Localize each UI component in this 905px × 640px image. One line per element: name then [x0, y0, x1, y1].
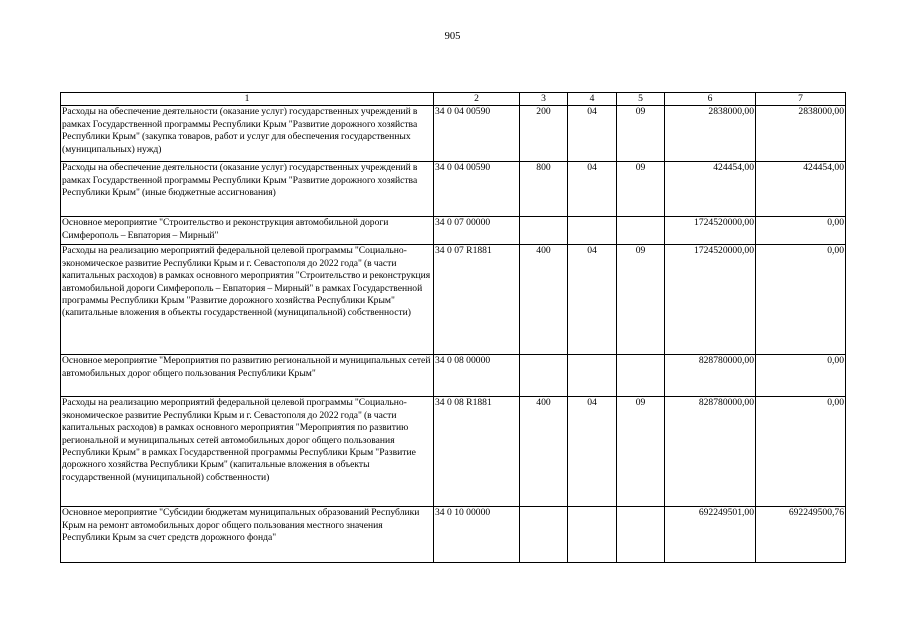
row-pr — [617, 217, 665, 245]
row-sum2: 2838000,00 — [756, 106, 846, 162]
row-rz — [568, 507, 617, 563]
page-number: 905 — [444, 31, 461, 42]
row-vr — [520, 507, 568, 563]
table-row — [61, 397, 846, 507]
row-vr — [520, 217, 568, 245]
row-vr: 800 — [520, 162, 568, 217]
header-cell-code: 2 — [434, 93, 520, 106]
row-description: Расходы на реализацию мероприятий федеральной целевой программы "Социально-экономическое развитие Республики Крым и г. Севастополя до 2022 года" (в части капитальных расходов) в рамках основного мероприятия "Строительство и реконструкция автомобильной дороги Симферополь – Евпатория – Мирный" в рамках Государственной программы Республики Крым "Развитие дорожного хозяйства Республики Крым" (капитальные вложения в объекты государственной (муниципальной) собственности) — [61, 245, 434, 355]
header-cell-sum1: 6 — [665, 93, 756, 106]
row-code: 34 0 04 00590 — [434, 106, 520, 162]
row-sum1: 2838000,00 — [665, 106, 756, 162]
row-pr — [617, 507, 665, 563]
row-rz: 04 — [568, 245, 617, 355]
row-description: Основное мероприятие "Строительство и реконструкция автомобильной дороги Симферополь – Евпатория – Мирный" — [61, 217, 434, 245]
header-cell-vr: 3 — [520, 93, 568, 106]
row-code: 34 0 07 00000 — [434, 217, 520, 245]
row-description: Расходы на обеспечение деятельности (оказание услуг) государственных учреждений в рамках Государственной программы Республики Крым "Развитие дорожного хозяйства Республики Крым" (иные бюджетные ассигнования) — [61, 162, 434, 217]
row-sum1: 424454,00 — [665, 162, 756, 217]
row-sum2: 0,00 — [756, 355, 846, 397]
row-vr: 400 — [520, 397, 568, 507]
header-cell-rz: 4 — [568, 93, 617, 106]
header-cell-pr: 5 — [617, 93, 665, 106]
row-pr: 09 — [617, 245, 665, 355]
row-sum2: 0,00 — [756, 397, 846, 507]
table-row — [61, 355, 846, 397]
row-description: Расходы на реализацию мероприятий федеральной целевой программы "Социально-экономическое развитие Республики Крым и г. Севастополя до 2022 года" (в части капитальных расходов) в рамках основного мероприятия "Мероприятия по развитию региональной и муниципальных сетей автомобильных дорог общего пользования Республики Крым" в рамках Государственной программы Республики Крым "Развитие дорожного хозяйства Республики Крым" (капитальные вложения в объекты государственной (муниципальной) собственности) — [61, 397, 434, 507]
row-rz: 04 — [568, 397, 617, 507]
row-sum1: 1724520000,00 — [665, 217, 756, 245]
row-sum1: 1724520000,00 — [665, 245, 756, 355]
table-row — [61, 507, 846, 563]
row-code: 34 0 04 00590 — [434, 162, 520, 217]
row-description: Основное мероприятие "Субсидии бюджетам муниципальных образований Республики Крым на ремонт автомобильных дорог общего пользования местного значения Республики Крым за счет средств дорожного фонда" — [61, 507, 434, 563]
row-sum2: 692249500,76 — [756, 507, 846, 563]
row-sum1: 828780000,00 — [665, 355, 756, 397]
row-code: 34 0 10 00000 — [434, 507, 520, 563]
row-pr — [617, 355, 665, 397]
row-vr: 400 — [520, 245, 568, 355]
row-sum1: 692249501,00 — [665, 507, 756, 563]
row-pr: 09 — [617, 397, 665, 507]
row-pr: 09 — [617, 106, 665, 162]
row-code: 34 0 08 00000 — [434, 355, 520, 397]
row-vr: 200 — [520, 106, 568, 162]
row-description: Основное мероприятие "Мероприятия по развитию региональной и муниципальных сетей автомобильных дорог общего пользования Республики Крым" — [61, 355, 434, 397]
table-row — [61, 106, 846, 162]
row-sum2: 0,00 — [756, 217, 846, 245]
row-rz: 04 — [568, 162, 617, 217]
table-row — [61, 162, 846, 217]
row-pr: 09 — [617, 162, 665, 217]
row-code: 34 0 07 R1881 — [434, 245, 520, 355]
header-cell-sum2: 7 — [756, 93, 846, 106]
row-sum2: 424454,00 — [756, 162, 846, 217]
row-description: Расходы на обеспечение деятельности (оказание услуг) государственных учреждений в рамках Государственной программы Республики Крым "Развитие дорожного хозяйства Республики Крым" (закупка товаров, работ и услуг для обеспечения государственных (муниципальных) нужд) — [61, 106, 434, 162]
row-vr — [520, 355, 568, 397]
row-sum1: 828780000,00 — [665, 397, 756, 507]
row-rz — [568, 217, 617, 245]
table-header-row — [61, 93, 846, 106]
budget-table — [60, 92, 846, 563]
row-sum2: 0,00 — [756, 245, 846, 355]
row-rz — [568, 355, 617, 397]
row-rz: 04 — [568, 106, 617, 162]
table-row — [61, 217, 846, 245]
header-cell-description: 1 — [61, 93, 434, 106]
row-code: 34 0 08 R1881 — [434, 397, 520, 507]
table-row — [61, 245, 846, 355]
